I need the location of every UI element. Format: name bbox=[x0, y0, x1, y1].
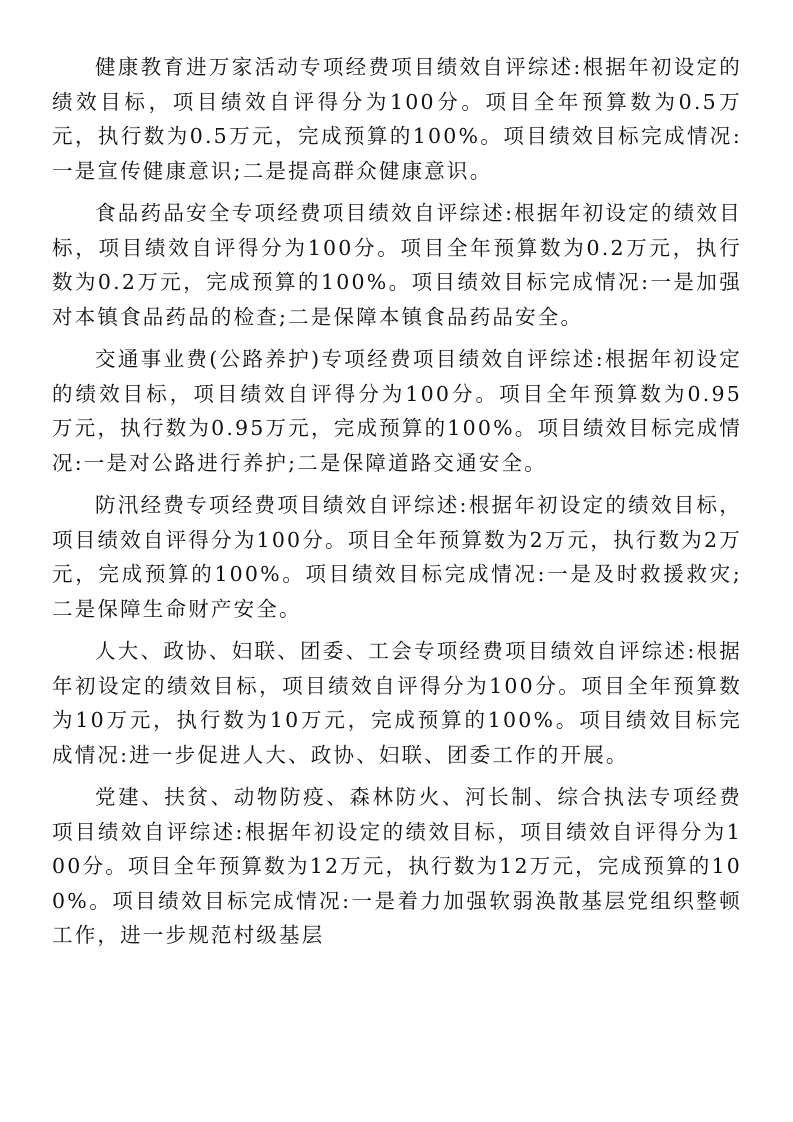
paragraph-food-drug-safety: 食品药品安全专项经费项目绩效自评综述:根据年初设定的绩效目标，项目绩效自评得分为100分。项目全年预算数为0.2万元，执行数为0.2万元，完成预算的100%。项目绩效目标完成情况:一是加强对本镇食品药品的检查;二是保障本镇食品药品安全。 bbox=[52, 201, 742, 329]
paragraph-party-building: 党建、扶贫、动物防疫、森林防火、河长制、综合执法专项经费项目绩效自评综述:根据年初设定的绩效目标，项目绩效自评得分为100分。项目全年预算数为12万元，执行数为12万元，完成预算的100%。项目绩效目标完成情况:一是着力加强软弱涣散基层党组织整顿工作，进一步规范村级基层 bbox=[52, 785, 742, 947]
paragraph-road-maintenance: 交通事业费(公路养护)专项经费项目绩效自评综述:根据年初设定的绩效目标，项目绩效自评得分为100分。项目全年预算数为0.95万元，执行数为0.95万元，完成预算的100%。项目绩效目标完成情况:一是对公路进行养护;二是保障道路交通安全。 bbox=[52, 347, 742, 475]
paragraph-people-congress: 人大、政协、妇联、团委、工会专项经费项目绩效自评综述:根据年初设定的绩效目标，项目绩效自评得分为100分。项目全年预算数为10万元，执行数为10万元，完成预算的100%。项目绩效目标完成情况:进一步促进人大、政协、妇联、团委工作的开展。 bbox=[52, 639, 742, 767]
paragraph-health-education: 健康教育进万家活动专项经费项目绩效自评综述:根据年初设定的绩效目标，项目绩效自评得分为100分。项目全年预算数为0.5万元，执行数为0.5万元，完成预算的100%。项目绩效目标完成情况:一是宣传健康意识;二是提高群众健康意识。 bbox=[52, 55, 742, 183]
document-page bbox=[52, 50, 742, 961]
paragraph-flood-control: 防汛经费专项经费项目绩效自评综述:根据年初设定的绩效目标，项目绩效自评得分为100分。项目全年预算数为2万元，执行数为2万元，完成预算的100%。项目绩效目标完成情况:一是及时救援救灾;二是保障生命财产安全。 bbox=[52, 493, 742, 621]
